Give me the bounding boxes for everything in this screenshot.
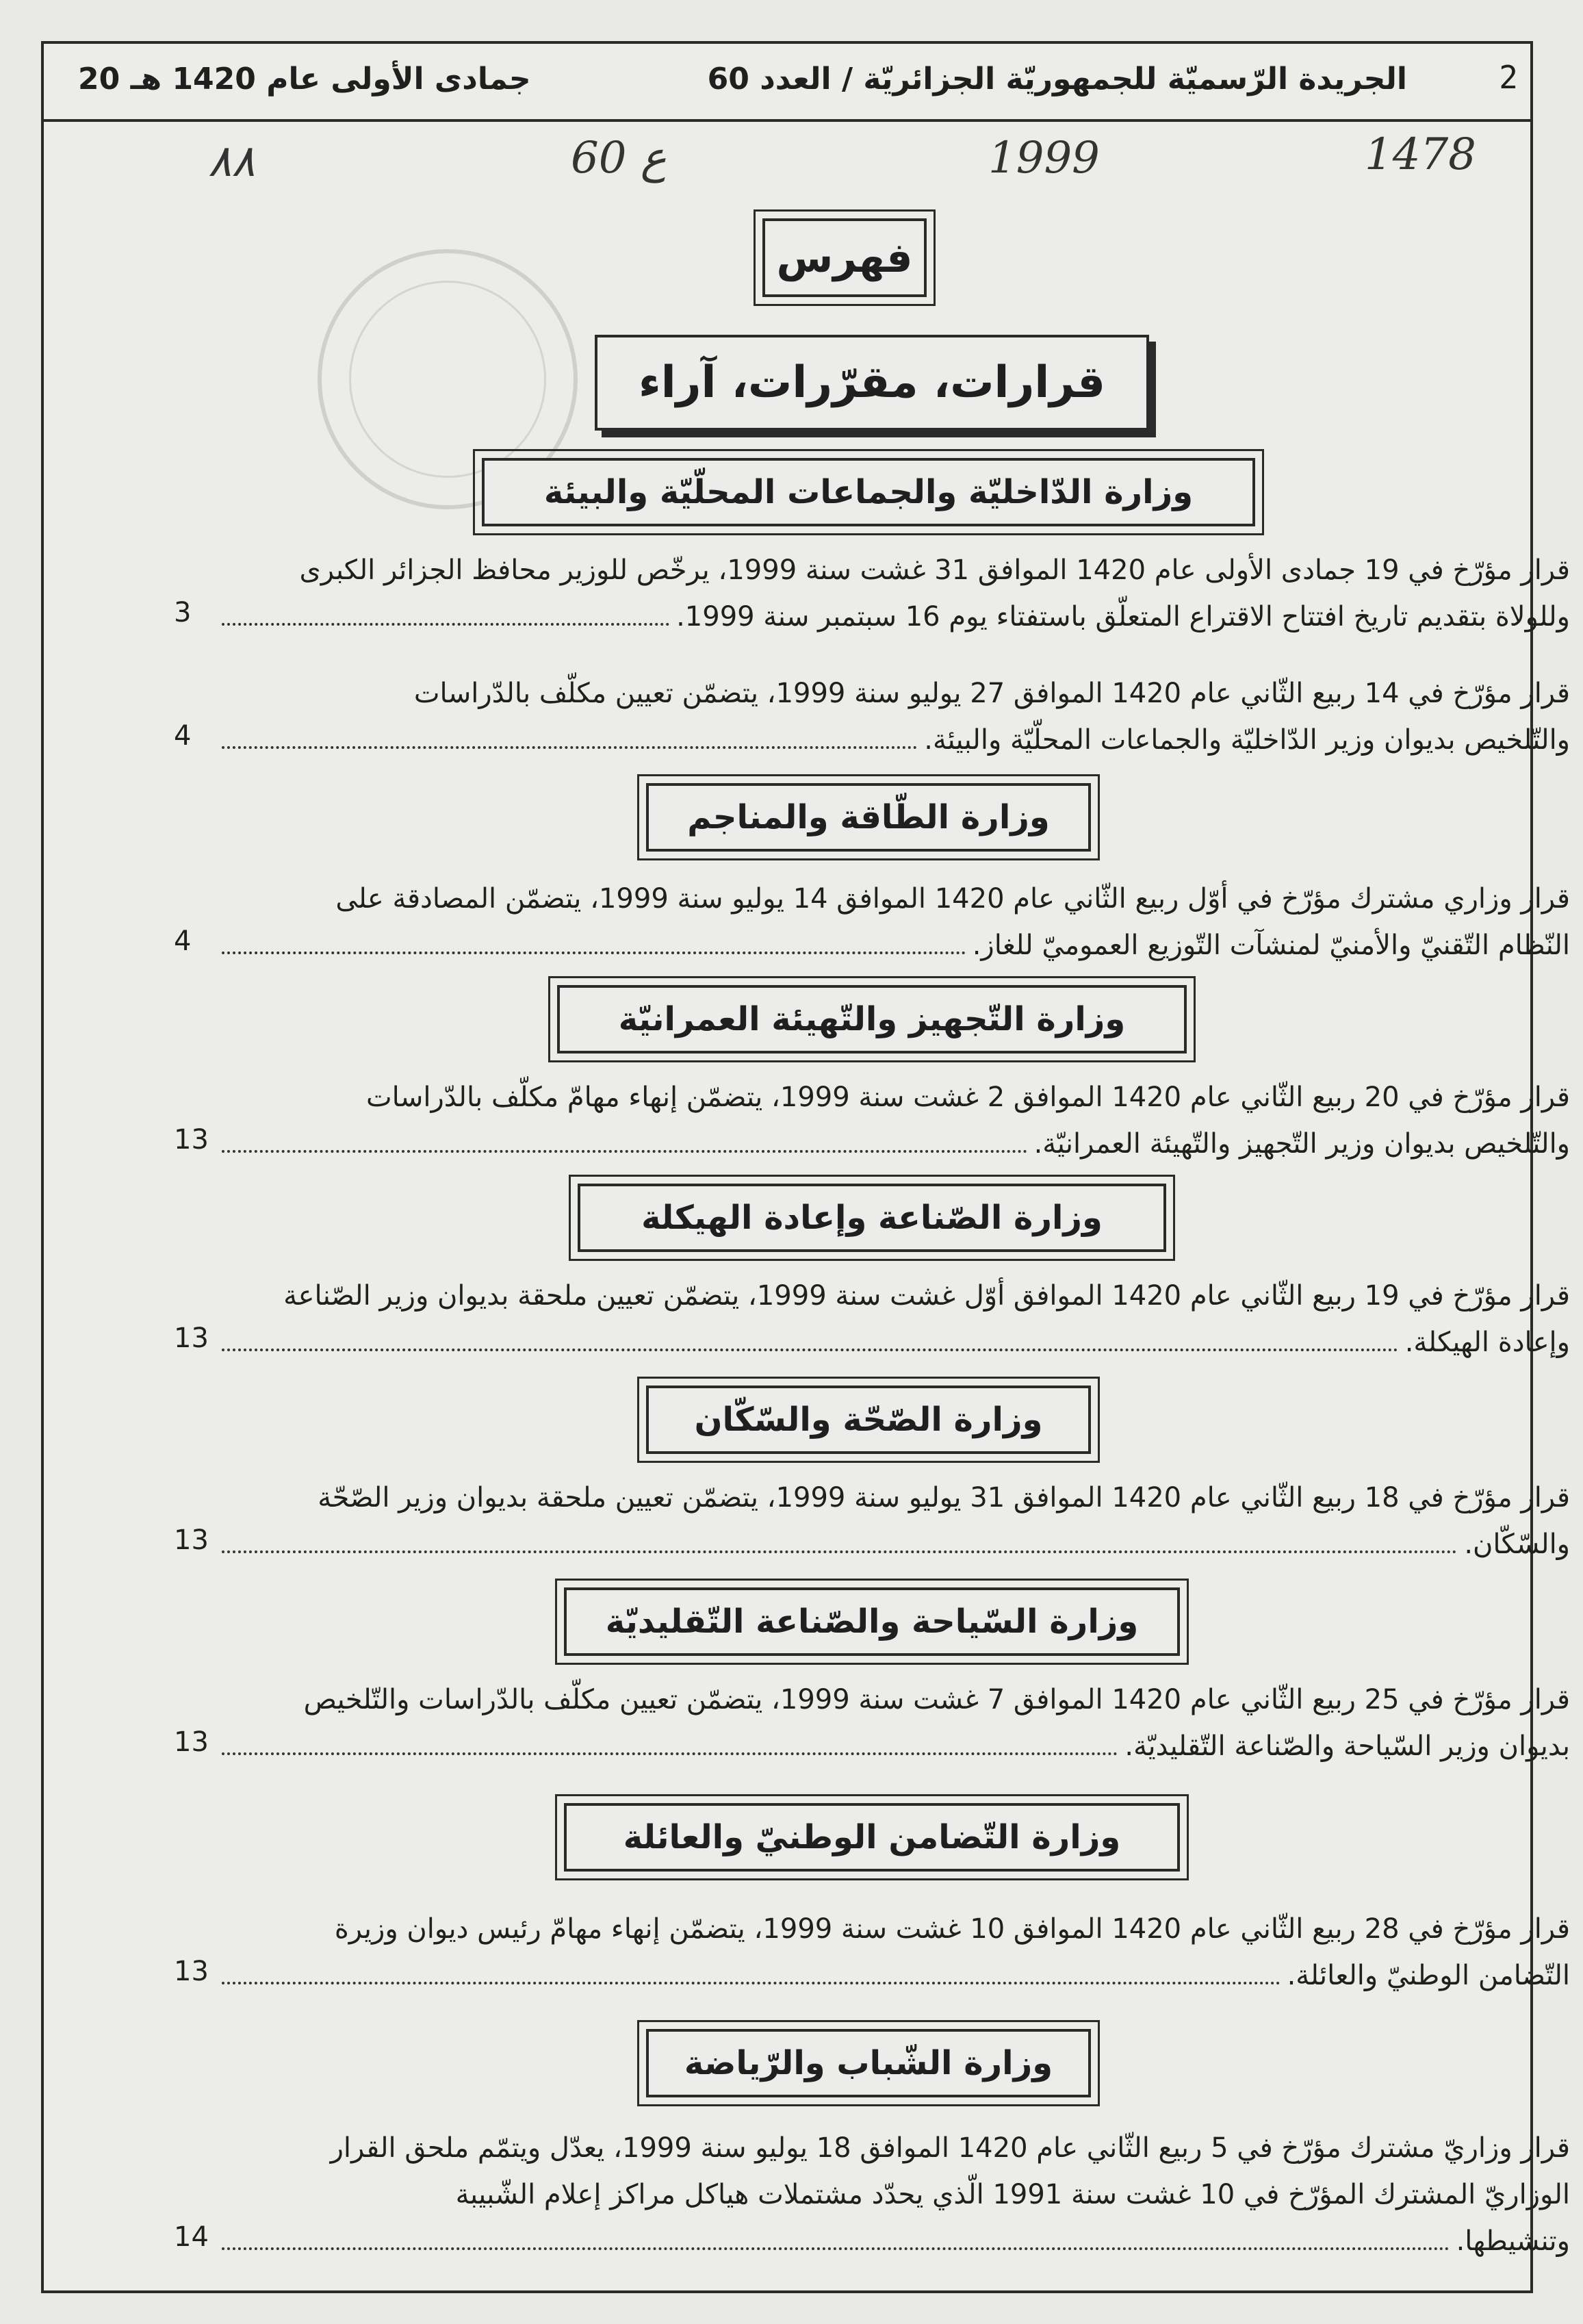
page-reference: 13 — [174, 1323, 209, 1354]
page-reference: 4 — [174, 720, 192, 752]
gazette-title: الجريدة الرّسميّة للجمهوريّة الجزائريّة / العدد 60 — [707, 62, 1407, 97]
toc-entry — [215, 1474, 1570, 1568]
entry-line: قرار وزاري مشترك مؤرّخ في أوّل ربيع الثّاني عام 1420 الموافق 14 يوليو سنة 1999، يتضمّن المصادقة على — [335, 883, 1570, 915]
page-reference: 4 — [174, 925, 192, 957]
page-reference: 3 — [174, 597, 192, 628]
entry-line: النّظام التّقنيّ والأمنيّ لمنشآت التّوزيع العموميّ للغاز. — [972, 930, 1570, 961]
gazette-page — [41, 41, 1570, 2293]
leader-dots — [222, 1150, 1027, 1153]
entry-line: التّضامن الوطنيّ والعائلة. — [1287, 1960, 1570, 1991]
page-number: 2 — [1499, 59, 1518, 96]
entry-line: بديوان وزير السّياحة والصّناعة التّقليديّة. — [1124, 1731, 1570, 1762]
toc-entry — [215, 670, 1570, 763]
leader-dots — [222, 623, 669, 626]
entry-line: وللولاة بتقديم تاريخ افتتاح الاقتراع المتعلّق باستفتاء يوم 16 سبتمبر سنة 1999. — [676, 601, 1570, 633]
entry-line: قرار مؤرّخ في 20 ربيع الثّاني عام 1420 الموافق 2 غشت سنة 1999، يتضمّن إنهاء مهامّ مكلّف بالدّراسات — [365, 1082, 1570, 1113]
page-reference: 13 — [174, 1956, 209, 1987]
entry-line: وتنشيطها. — [1456, 2225, 1570, 2257]
handwritten-issue: 60 ع — [571, 133, 667, 183]
toc-entry — [215, 547, 1570, 640]
toc-entry — [215, 1273, 1570, 1366]
entry-line: قرار مؤرّخ في 14 ربيع الثّاني عام 1420 الموافق 27 يوليو سنة 1999، يتضمّن تعيين مكلّف بالدّراسات — [413, 678, 1570, 709]
page-reference: 13 — [174, 1124, 209, 1155]
handwritten-year: 1999 — [988, 133, 1100, 183]
entry-line: والتّلخيص بديوان وزير الدّاخليّة والجماعات المحلّيّة والبيئة. — [924, 724, 1570, 756]
page-reference: 13 — [174, 1524, 209, 1556]
entry-line: قرار مؤرّخ في 19 ربيع الثّاني عام 1420 الموافق أوّل غشت سنة 1999، يتضمّن تعيين ملحقة بديوان وزير الصّناعة — [283, 1280, 1570, 1312]
leader-dots — [222, 1982, 1280, 1984]
entry-line: والتّلخيص بديوان وزير التّجهيز والتّهيئة العمرانيّة. — [1033, 1128, 1570, 1160]
ministry-heading: وزارة الطّاقة والمناجم — [646, 783, 1091, 852]
toc-entry — [215, 2125, 1570, 2264]
ministry-heading: وزارة التّضامن الوطنيّ والعائلة — [564, 1803, 1180, 1872]
entry-line: الوزاريّ المشترك المؤرّخ في 10 غشت سنة 1991 الّذي يحدّد مشتملات هياكل مراكز إعلام الشّبيبة — [455, 2179, 1570, 2210]
ministry-heading: وزارة التّجهيز والتّهيئة العمرانيّة — [557, 985, 1187, 1054]
entry-line: قرار مؤرّخ في 19 جمادى الأولى عام 1420 الموافق 31 غشت سنة 1999، يرخّص للوزير محافظ الجزائر الكبرى — [299, 554, 1570, 586]
entry-line: قرار مؤرّخ في 18 ربيع الثّاني عام 1420 الموافق 31 يوليو سنة 1999، يتضمّن تعيين ملحقة بديوان وزير الصّحّة — [318, 1482, 1570, 1514]
page-reference: 14 — [174, 2221, 209, 2253]
leader-dots — [222, 1349, 1398, 1351]
leader-dots — [222, 2247, 1450, 2250]
leader-dots — [222, 746, 917, 749]
issue-date: 20 جمادى الأولى عام 1420 هـ — [78, 62, 531, 97]
page-reference: 13 — [174, 1726, 209, 1758]
leader-dots — [222, 1752, 1118, 1755]
entry-line: قرار مؤرّخ في 25 ربيع الثّاني عام 1420 الموافق 7 غشت سنة 1999، يتضمّن تعيين مكلّف بالدّراسات والتّلخيص — [303, 1684, 1570, 1715]
toc-entry — [215, 1074, 1570, 1167]
entry-line: قرار وزاريّ مشترك مؤرّخ في 5 ربيع الثّاني عام 1420 الموافق 18 يوليو سنة 1999، يعدّل ويتمّم ملحق القرار — [330, 2132, 1570, 2164]
ministry-heading: وزارة الصّناعة وإعادة الهيكلة — [578, 1184, 1166, 1252]
ministry-heading: وزارة الشّباب والرّياضة — [646, 2029, 1091, 2097]
handwritten-number: 1478 — [1365, 129, 1476, 180]
ministry-heading: وزارة السّياحة والصّناعة التّقليديّة — [564, 1587, 1180, 1656]
ministry-heading: وزارة الصّحّة والسّكّان — [646, 1386, 1091, 1454]
ministry-heading: وزارة الدّاخليّة والجماعات المحلّيّة والبيئة — [482, 458, 1255, 526]
entry-line: وإعادة الهيكلة. — [1404, 1327, 1570, 1358]
entry-line: قرار مؤرّخ في 28 ربيع الثّاني عام 1420 الموافق 10 غشت سنة 1999، يتضمّن إنهاء مهامّ رئيس ديوان وزيرة — [334, 1913, 1570, 1945]
toc-entry — [215, 876, 1570, 969]
toc-entry — [215, 1676, 1570, 1770]
leader-dots — [222, 1550, 1457, 1553]
page-header — [44, 44, 1530, 122]
section-title: قرارات، مقرّرات، آراء — [595, 335, 1149, 431]
entry-line: والسّكّان. — [1464, 1529, 1570, 1560]
toc-entry — [215, 1906, 1570, 1999]
leader-dots — [222, 952, 966, 954]
toc-title: فهرس — [762, 218, 927, 297]
handwritten-left: ٨٨ — [208, 136, 255, 187]
